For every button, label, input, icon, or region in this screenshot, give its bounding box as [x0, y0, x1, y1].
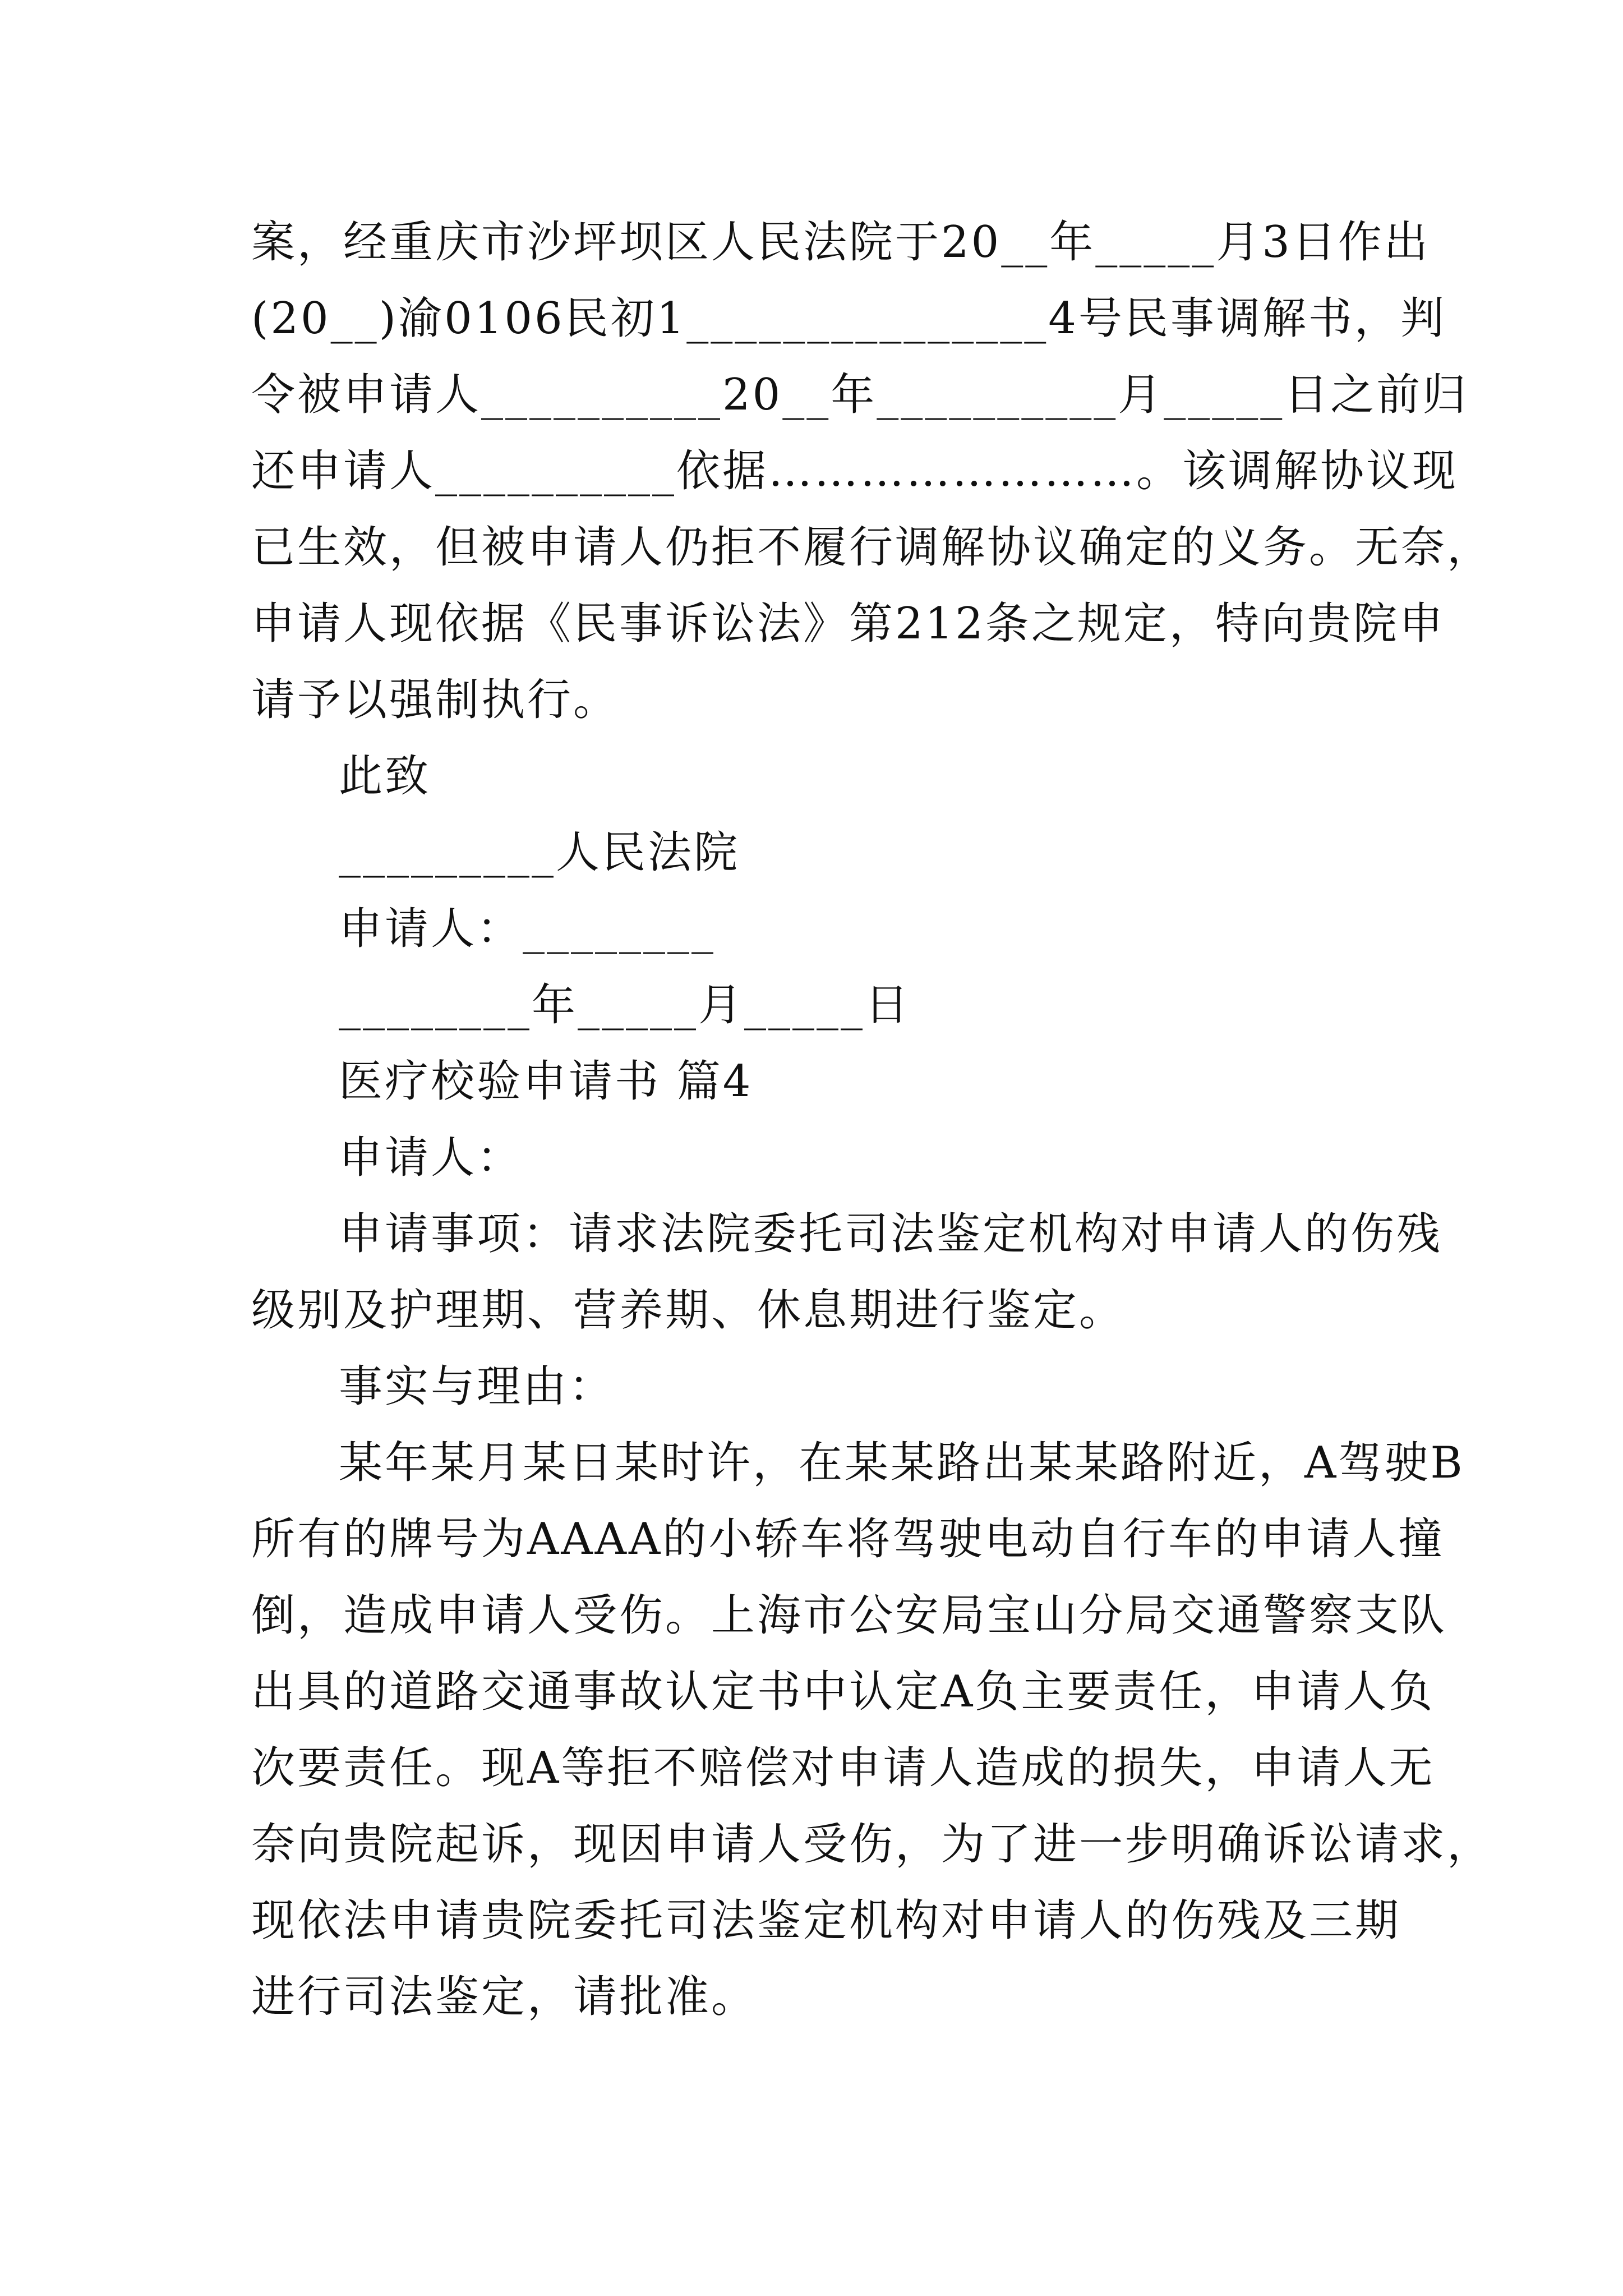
facts-line-4: 出具的道路交通事故认定书中认定A负主要责任，申请人负 [251, 1667, 1435, 1717]
facts-line-6: 奈向贵院起诉，现因申请人受伤，为了进一步明确诉讼请求， [251, 1819, 1493, 1870]
text-line-1: 案，经重庆市沙坪坝区人民法院于20__年_____月3日作出 [251, 217, 1430, 268]
text-line-2: (20__)渝0106民初1_______________4号民事调解书，判 [251, 293, 1446, 344]
date-line: ________年_____月_____日 [339, 980, 911, 1030]
section-title: 医疗校验申请书 篇4 [339, 1056, 753, 1107]
text-line-3: 令被申请人__________20__年__________月_____日之前归 [251, 370, 1469, 420]
text-line-6: 申请人现依据《民事诉讼法》第212条之规定，特向贵院申 [251, 599, 1445, 649]
court-name-line: _________人民法院 [339, 827, 740, 878]
facts-heading: 事实与理由： [339, 1361, 615, 1412]
facts-line-2: 所有的牌号为AAAA的小轿车将驾驶电动自行车的申请人撞 [251, 1514, 1445, 1565]
text-line-4: 还申请人__________依据……………………。该调解协议现 [251, 446, 1459, 496]
applicant-line: 申请人：________ [339, 904, 716, 954]
applicant-label: 申请人： [339, 1133, 523, 1183]
facts-line-7: 现依法申请贵院委托司法鉴定机构对申请人的伤残及三期 [251, 1895, 1401, 1946]
facts-line-3: 倒，造成申请人受伤。上海市公安局宝山分局交通警察支队 [251, 1590, 1447, 1641]
closing-line: 此致 [339, 751, 431, 802]
request-line-2: 级别及护理期、营养期、休息期进行鉴定。 [251, 1285, 1126, 1336]
text-line-5: 已生效，但被申请人仍拒不履行调解协议确定的义务。无奈， [251, 522, 1493, 573]
facts-line-5: 次要责任。现A等拒不赔偿对申请人造成的损失，申请人无 [251, 1743, 1435, 1793]
request-line-1: 申请事项：请求法院委托司法鉴定机构对申请人的伤残 [339, 1209, 1443, 1259]
facts-line-1: 某年某月某日某时许，在某某路出某某路附近，A驾驶B [339, 1438, 1465, 1488]
facts-line-8: 进行司法鉴定，请批准。 [251, 1972, 758, 2022]
text-line-7: 请予以强制执行。 [251, 675, 620, 725]
